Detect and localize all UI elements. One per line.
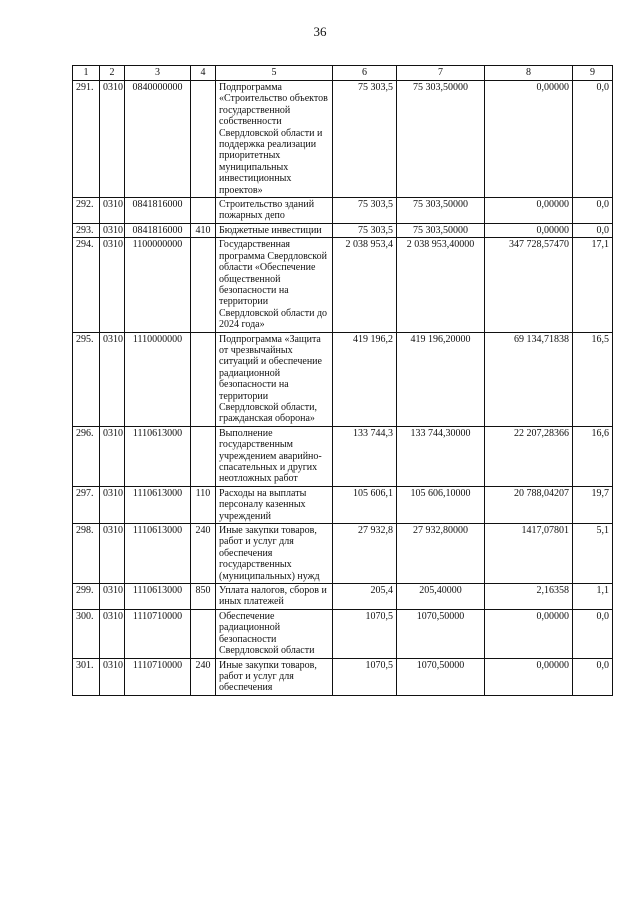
section-code: 0310 [100, 524, 125, 584]
value-col-9: 17,1 [573, 238, 613, 332]
value-col-9: 0,0 [573, 81, 613, 198]
table-row [73, 238, 613, 332]
section-code: 0310 [100, 486, 125, 523]
row-number: 299. [73, 584, 100, 610]
item-name: Подпрограмма «Строительство объектов государственной собственности Свердловской области и поддержка реализации приоритетных муниципальных инвестиционных проектов» [216, 81, 333, 198]
expense-type-code: 850 [191, 584, 216, 610]
value-col-8: 20 788,04207 [485, 486, 573, 523]
column-header: 3 [125, 66, 191, 81]
value-col-6: 2 038 953,4 [333, 238, 397, 332]
row-number: 297. [73, 486, 100, 523]
section-code: 0310 [100, 198, 125, 224]
target-article-code: 1110613000 [125, 486, 191, 523]
value-col-6: 75 303,5 [333, 223, 397, 237]
value-col-6: 419 196,2 [333, 332, 397, 426]
section-code: 0310 [100, 609, 125, 658]
item-name: Государственная программа Свердловской области «Обеспечение общественной безопасности на территории Свердловской области до 2024 года» [216, 238, 333, 332]
expense-type-code: 410 [191, 223, 216, 237]
item-name: Обеспечение радиационной безопасности Свердловской области [216, 609, 333, 658]
table-row [73, 223, 613, 237]
expense-type-code: 240 [191, 658, 216, 695]
value-col-6: 1070,5 [333, 658, 397, 695]
row-number: 301. [73, 658, 100, 695]
value-col-9: 0,0 [573, 658, 613, 695]
section-code: 0310 [100, 238, 125, 332]
target-article-code: 1110710000 [125, 609, 191, 658]
value-col-8: 347 728,57470 [485, 238, 573, 332]
item-name: Подпрограмма «Защита от чрезвычайных ситуаций и обеспечение радиационной безопасности на территории Свердловской области, гражданская оборона» [216, 332, 333, 426]
item-name: Иные закупки товаров, работ и услуг для обеспечения государственных (муниципальных) нужд [216, 524, 333, 584]
table-row [73, 81, 613, 198]
target-article-code: 1110613000 [125, 524, 191, 584]
expense-type-code [191, 198, 216, 224]
section-code: 0310 [100, 658, 125, 695]
row-number: 291. [73, 81, 100, 198]
table-row [73, 332, 613, 426]
table-row [73, 584, 613, 610]
value-col-9: 5,1 [573, 524, 613, 584]
item-name: Выполнение государственным учреждением аварийно-спасательных и других неотложных работ [216, 426, 333, 486]
expense-type-code [191, 332, 216, 426]
value-col-6: 75 303,5 [333, 81, 397, 198]
table-row [73, 198, 613, 224]
value-col-8: 0,00000 [485, 609, 573, 658]
expense-type-code [191, 609, 216, 658]
row-number: 293. [73, 223, 100, 237]
value-col-8: 0,00000 [485, 81, 573, 198]
column-header: 5 [216, 66, 333, 81]
value-col-6: 1070,5 [333, 609, 397, 658]
column-header: 1 [73, 66, 100, 81]
value-col-6: 105 606,1 [333, 486, 397, 523]
target-article-code: 0841816000 [125, 198, 191, 224]
item-name: Бюджетные инвестиции [216, 223, 333, 237]
value-col-9: 1,1 [573, 584, 613, 610]
section-code: 0310 [100, 81, 125, 198]
value-col-7: 1070,50000 [397, 658, 485, 695]
column-header: 7 [397, 66, 485, 81]
value-col-6: 205,4 [333, 584, 397, 610]
item-name: Уплата налогов, сборов и иных платежей [216, 584, 333, 610]
value-col-8: 69 134,71838 [485, 332, 573, 426]
value-col-9: 0,0 [573, 609, 613, 658]
value-col-9: 19,7 [573, 486, 613, 523]
target-article-code: 0841816000 [125, 223, 191, 237]
value-col-9: 16,5 [573, 332, 613, 426]
value-col-6: 133 744,3 [333, 426, 397, 486]
row-number: 295. [73, 332, 100, 426]
row-number: 294. [73, 238, 100, 332]
target-article-code: 1110613000 [125, 426, 191, 486]
row-number: 298. [73, 524, 100, 584]
column-header: 6 [333, 66, 397, 81]
table-row [73, 524, 613, 584]
value-col-8: 1417,07801 [485, 524, 573, 584]
table-row [73, 486, 613, 523]
expense-type-code [191, 426, 216, 486]
section-code: 0310 [100, 223, 125, 237]
target-article-code: 0840000000 [125, 81, 191, 198]
expense-type-code [191, 81, 216, 198]
row-number: 296. [73, 426, 100, 486]
value-col-7: 75 303,50000 [397, 81, 485, 198]
value-col-8: 0,00000 [485, 198, 573, 224]
expense-type-code: 240 [191, 524, 216, 584]
value-col-9: 16,6 [573, 426, 613, 486]
value-col-7: 133 744,30000 [397, 426, 485, 486]
budget-table [72, 65, 613, 696]
value-col-8: 2,16358 [485, 584, 573, 610]
table-row [73, 658, 613, 695]
value-col-8: 0,00000 [485, 658, 573, 695]
table-header-row [73, 66, 613, 81]
item-name: Иные закупки товаров, работ и услуг для обеспечения [216, 658, 333, 695]
value-col-9: 0,0 [573, 223, 613, 237]
target-article-code: 1110000000 [125, 332, 191, 426]
expense-type-code [191, 238, 216, 332]
target-article-code: 1110613000 [125, 584, 191, 610]
row-number: 300. [73, 609, 100, 658]
table-row [73, 426, 613, 486]
value-col-7: 27 932,80000 [397, 524, 485, 584]
column-header: 9 [573, 66, 613, 81]
value-col-7: 205,40000 [397, 584, 485, 610]
value-col-6: 27 932,8 [333, 524, 397, 584]
target-article-code: 1110710000 [125, 658, 191, 695]
section-code: 0310 [100, 332, 125, 426]
column-header: 2 [100, 66, 125, 81]
page-number: 36 [313, 24, 327, 39]
value-col-8: 22 207,28366 [485, 426, 573, 486]
item-name: Строительство зданий пожарных депо [216, 198, 333, 224]
value-col-7: 2 038 953,40000 [397, 238, 485, 332]
item-name: Расходы на выплаты персоналу казенных учреждений [216, 486, 333, 523]
value-col-7: 1070,50000 [397, 609, 485, 658]
section-code: 0310 [100, 584, 125, 610]
value-col-8: 0,00000 [485, 223, 573, 237]
row-number: 292. [73, 198, 100, 224]
value-col-9: 0,0 [573, 198, 613, 224]
expense-type-code: 110 [191, 486, 216, 523]
value-col-7: 75 303,50000 [397, 198, 485, 224]
table-row [73, 609, 613, 658]
value-col-7: 419 196,20000 [397, 332, 485, 426]
value-col-6: 75 303,5 [333, 198, 397, 224]
value-col-7: 105 606,10000 [397, 486, 485, 523]
section-code: 0310 [100, 426, 125, 486]
column-header: 8 [485, 66, 573, 81]
target-article-code: 1100000000 [125, 238, 191, 332]
column-header: 4 [191, 66, 216, 81]
value-col-7: 75 303,50000 [397, 223, 485, 237]
